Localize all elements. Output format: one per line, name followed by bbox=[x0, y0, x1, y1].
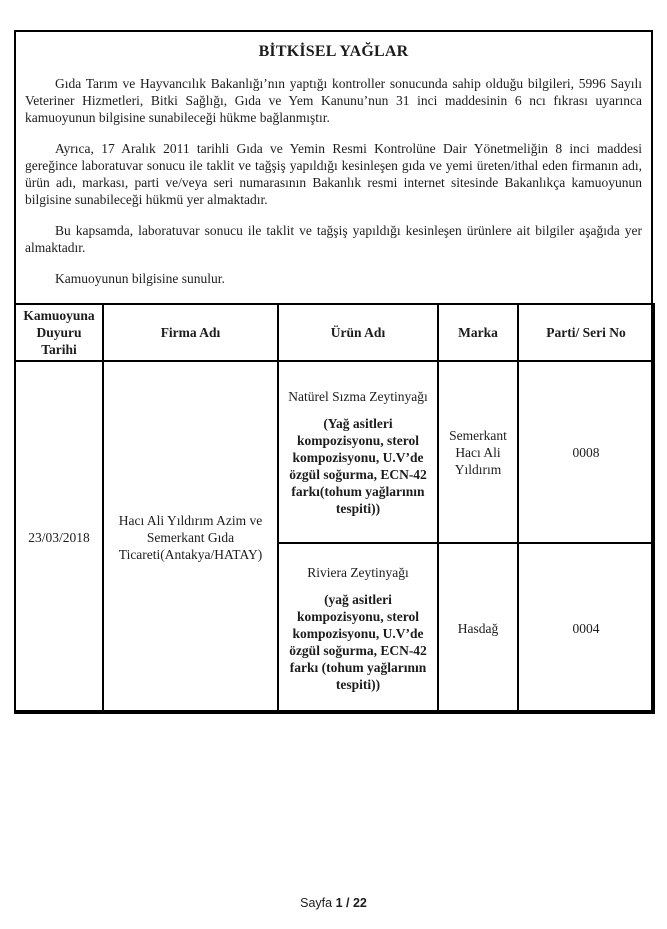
paragraph-scope: Bu kapsamda, laboratuvar sonucu ile taklit ve tağşiş yapıldığı kesinleşen ürünlere ait bilgiler aşağıda yer almaktadır. bbox=[25, 223, 642, 255]
brand-cell: Hasdağ bbox=[438, 543, 518, 713]
product-name: Natürel Sızma Zeytinyağı bbox=[288, 388, 428, 404]
paragraph-regulation: Ayrıca, 17 Aralık 2011 tarihli Gıda ve Yemin Resmi Kontrolüne Dair Yönetmeliğin 8 inci maddesi gereğince laboratuvar sonucu ile taklit ve tağşiş yapıldığı kesinleşen gıda ve yemi üreten/ithal eden firmanın adı, ürün adı, markası, parti ve/veya seri numarasının Bakanlık resmi internet sitesinde Bakanlıkça kamuoyunun bilgisine sunabileceği hükmü yer almaktadır. bbox=[25, 141, 642, 207]
document-frame bbox=[14, 30, 653, 712]
batch-cell: 0008 bbox=[518, 361, 654, 543]
brand-cell: Semerkant Hacı Ali Yıldırım bbox=[438, 361, 518, 543]
product-cell bbox=[278, 543, 438, 713]
paragraph-legal-basis: Gıda Tarım ve Hayvancılık Bakanlığı’nın yaptığı kontroller sonucunda sahip olduğu bilgileri, 5996 Sayılı Veteriner Hizmetleri, Bitki Sağlığı, Gıda ve Yem Kanunu’nun 31 inci maddesinin 6 ncı fıkrası uyarınca kamuoyunun bilgisine sunabileceği hükme bağlanmıştır. bbox=[25, 76, 642, 125]
product-analysis: (Yağ asitleri kompozisyonu, sterol kompozisyonu, U.V’de özgül soğurma, ECN-42 farkı(tohum yağlarının tespiti)) bbox=[289, 415, 427, 516]
product-analysis: (yağ asitleri kompozisyonu, sterol kompozisyonu, U.V’de özgül soğurma, ECN-42 farkı (tohum yağlarının tespiti)) bbox=[289, 591, 427, 692]
company-cell: Hacı Ali Yıldırım Azim ve Semerkant Gıda Ticareti(Antakya/HATAY) bbox=[103, 361, 278, 713]
column-header-company: Firma Adı bbox=[103, 304, 278, 361]
table-row bbox=[15, 361, 654, 543]
column-header-product: Ürün Adı bbox=[278, 304, 438, 361]
announcement-table bbox=[14, 303, 655, 714]
product-name: Riviera Zeytinyağı bbox=[307, 564, 409, 580]
batch-cell: 0004 bbox=[518, 543, 654, 713]
table-header-row bbox=[15, 304, 654, 361]
footer-label: Sayfa bbox=[300, 896, 333, 910]
paragraph-announcement: Kamuoyunun bilgisine sunulur. bbox=[55, 271, 225, 286]
column-header-batch: Parti/ Seri No bbox=[518, 304, 654, 361]
footer-page-number: 1 / 22 bbox=[335, 896, 367, 910]
column-header-brand: Marka bbox=[438, 304, 518, 361]
column-header-announcement-date: Kamuoyuna Duyuru Tarihi bbox=[15, 304, 103, 361]
intro-paragraphs bbox=[16, 75, 651, 287]
product-cell bbox=[278, 361, 438, 543]
announcement-date-cell: 23/03/2018 bbox=[15, 361, 103, 713]
page-footer bbox=[0, 896, 667, 910]
page-title: BİTKİSEL YAĞLAR bbox=[258, 43, 409, 60]
